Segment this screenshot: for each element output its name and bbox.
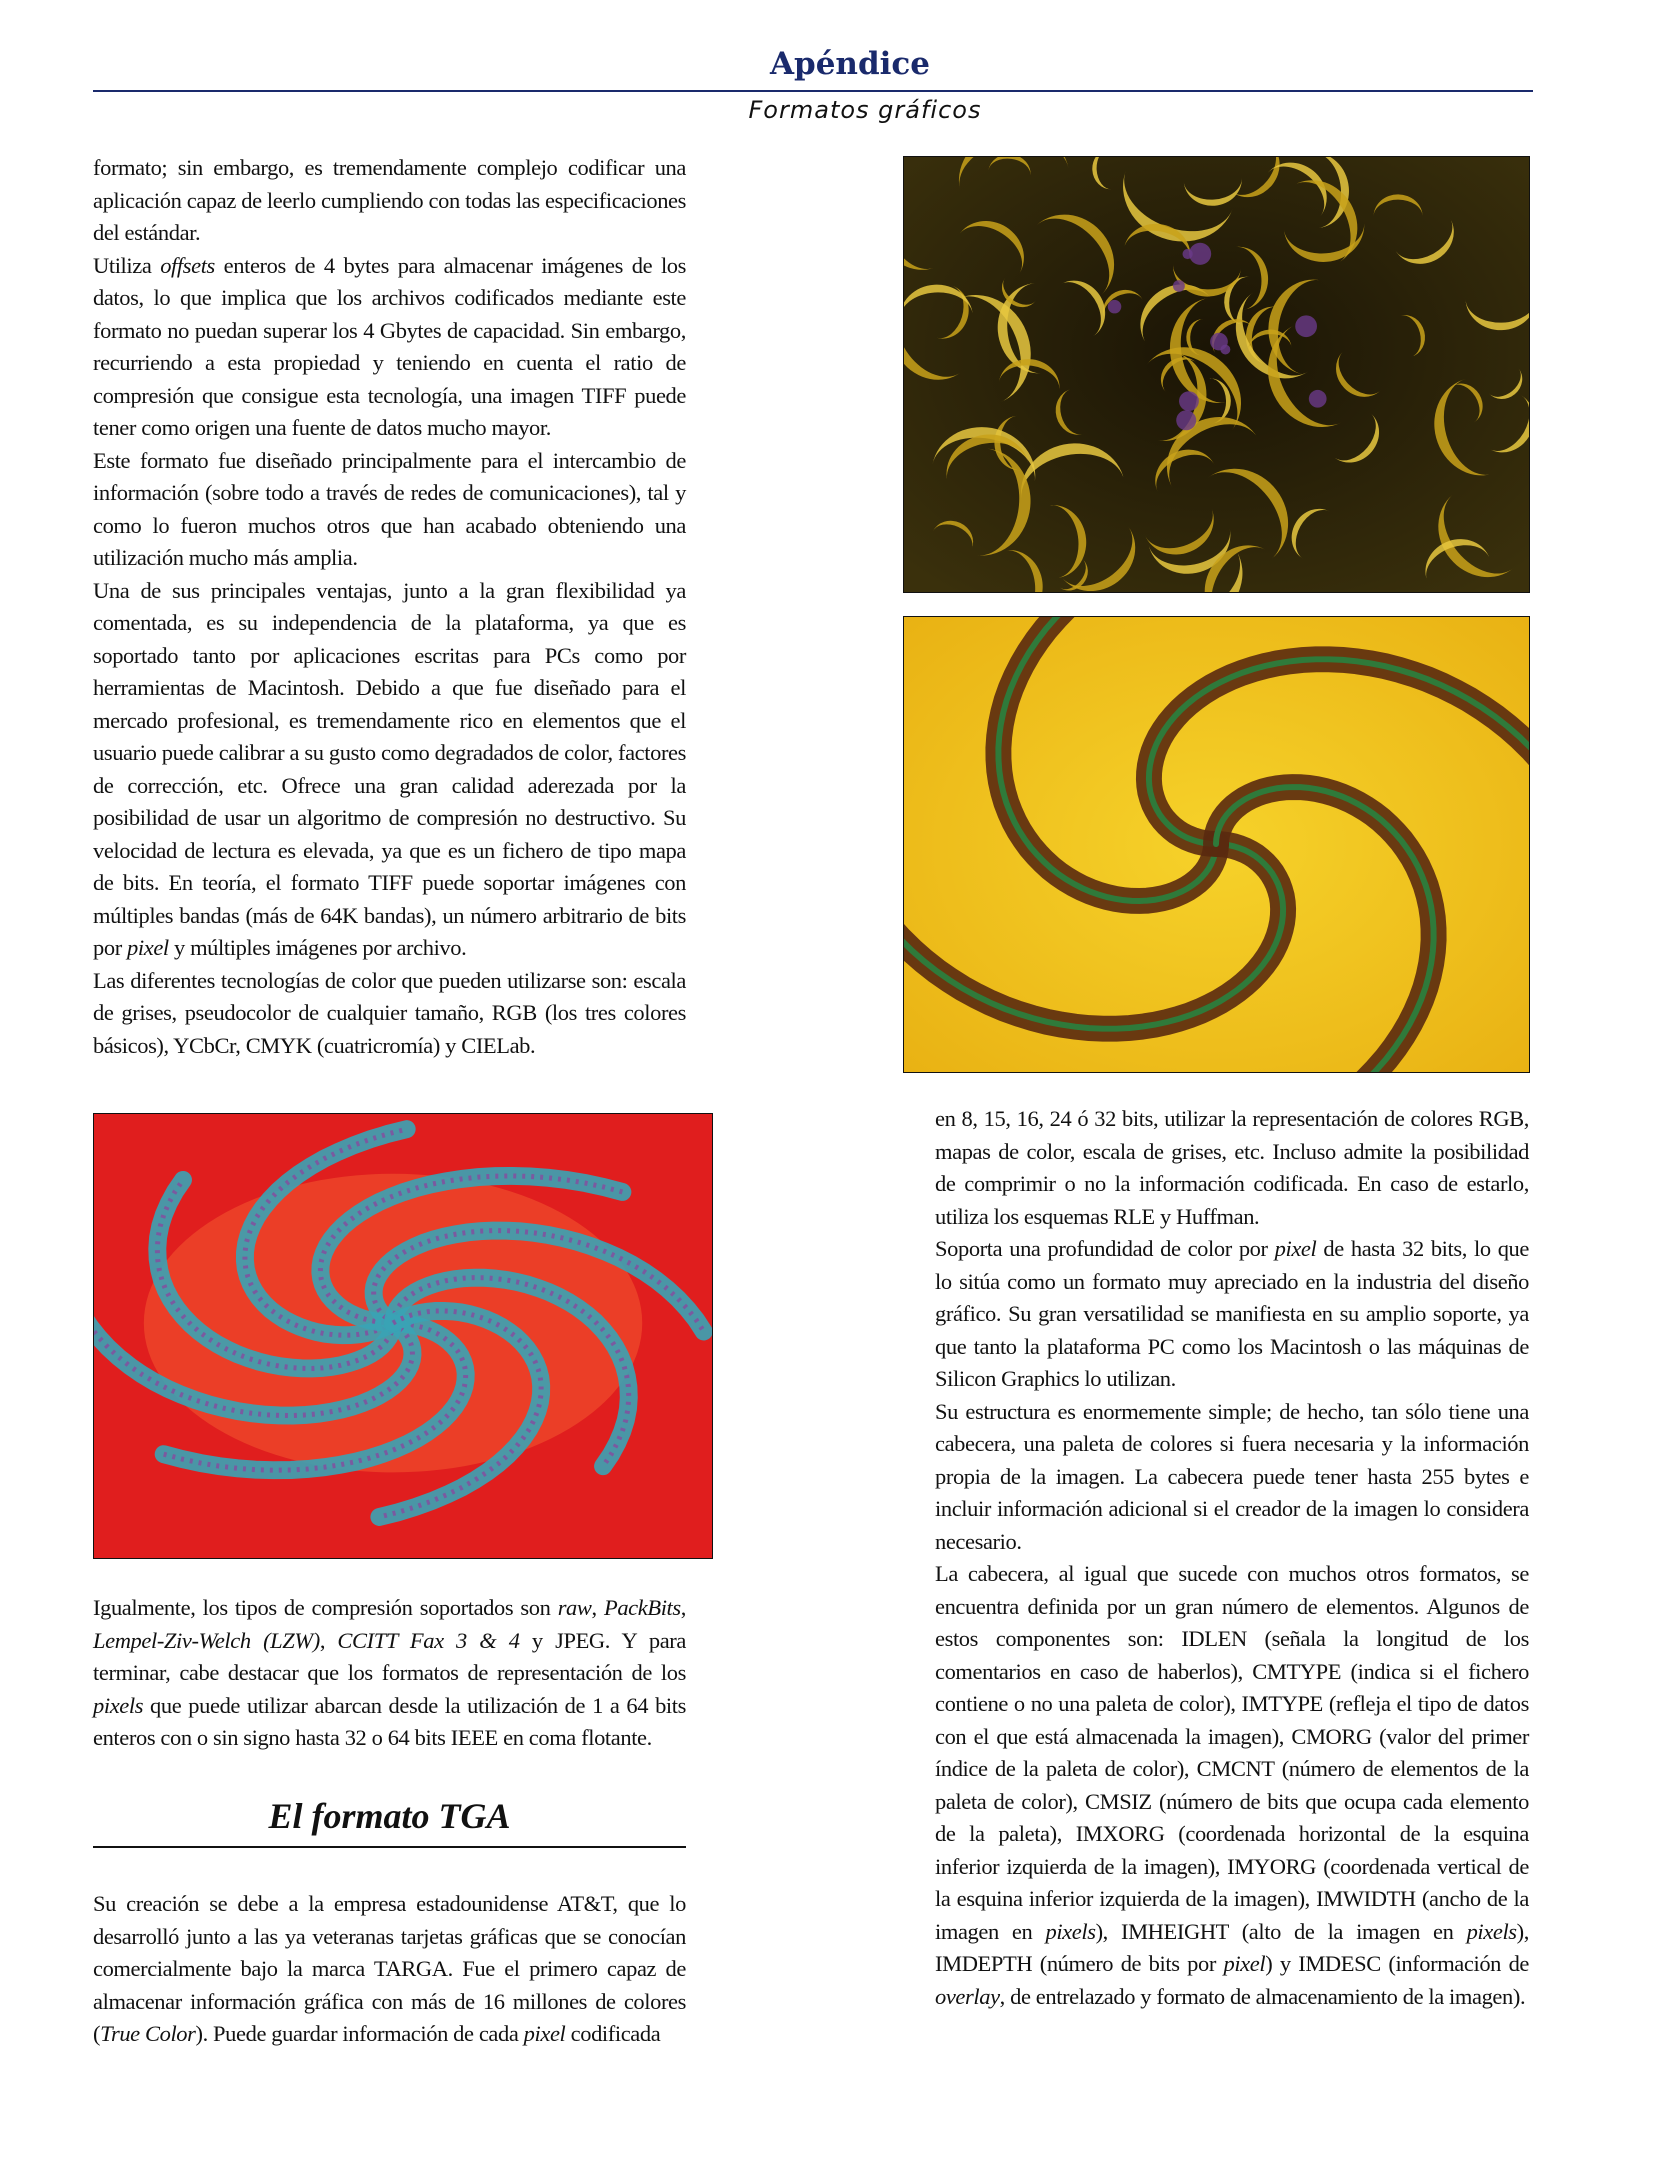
paragraph: Igualmente, los tipos de compresión soportados son raw, PackBits, Lempel-Ziv-Welch (LZW), CCITT Fax 3 & 4 y JPEG. Y para terminar, cabe destacar que los formatos de representación de los pixels que puede utilizar abarcan desde la utilización de 1 a 64 bits enteros con o sin signo hasta 32 o 64 bits IEEE en coma flotante.	[93, 1595, 686, 1750]
paragraph: Soporta una profundidad de color por pixel de hasta 32 bits, lo que lo sitúa como un formato muy apreciado en la industria del diseño gráfico. Su gran versatilidad se manifiesta en su amplio soporte, ya que tanto la plataforma PC como los Macintosh o las máquinas de Silicon Graphics lo utilizan.	[935, 1236, 1529, 1391]
right-column-text	[935, 1103, 1529, 2013]
gold-fractal-svg	[904, 157, 1529, 592]
violet-speck	[1295, 315, 1317, 337]
paragraph: Su estructura es enormemente simple; de hecho, tan sólo tiene una cabecera, una paleta de colores si fuera necesaria y la información propia de la imagen. La cabecera puede tener hasta 255 bytes e incluir información adicional si el creador de la imagen lo considera necesario.	[935, 1398, 1529, 1554]
left-column-text-continued	[93, 1592, 686, 1755]
violet-speck	[1173, 280, 1185, 292]
paragraph: La cabecera, al igual que sucede con muchos otros formatos, se encuentra definida por un gran número de elementos. Algunos de estos componentes son: IDLEN (señala la longitud de los comentarios en caso de haberlos), CMTYPE (indica si el fichero contiene o no una paleta de color), IMTYPE (refleja el tipo de datos con el que está almacenada la imagen), CMORG (valor del primer índice de la paleta de color), CMCNT (número de elementos de la paleta de color), CMSIZ (número de bits que ocupa cada elemento de la paleta), IMXORG (coordenada horizontal de la esquina inferior izquierda de la imagen), IMYORG (coordenada vertical de la esquina inferior izquierda de la imagen), IMWIDTH (ancho de la imagen en pixels), IMHEIGHT (alto de la imagen en pixels), IMDEPTH (número de bits por pixel) y IMDESC (información de overlay, de entrelazado y formato de almacenamiento de la imagen).	[935, 1561, 1530, 2009]
violet-speck	[1108, 300, 1122, 313]
violet-speck	[1176, 410, 1196, 430]
red-fractal-svg	[94, 1114, 712, 1558]
violet-speck	[1210, 333, 1228, 351]
header-rule	[93, 90, 1533, 92]
tga-intro-text	[93, 1888, 686, 2051]
paragraph: Las diferentes tecnologías de color que pueden utilizarse son: escala de grises, pseudocolor de cualquier tamaño, RGB (los tres colores básicos), YCbCr, CMYK (cuatricromía) y CIELab.	[93, 967, 686, 1058]
page-subtitle: Formatos gráficos	[748, 96, 982, 124]
page-title: Apéndice	[769, 46, 931, 82]
red-fractal-image	[93, 1113, 713, 1559]
violet-speck	[1179, 391, 1199, 411]
violet-speck	[1309, 390, 1327, 408]
section-heading-rule	[93, 1846, 686, 1848]
paragraph: Su creación se debe a la empresa estadounidense AT&T, que lo desarrolló junto a las ya veteranas tarjetas gráficas que se conocían comercialmente bajo la marca TARGA. Fue el primero capaz de almacenar información gráfica con más de 16 millones de colores (True Color). Puede guardar información de cada pixel codificada	[93, 1891, 686, 2046]
gold-fractal-image	[903, 156, 1530, 593]
yellow-fractal-image	[903, 616, 1530, 1073]
paragraph: Este formato fue diseñado principalmente para el intercambio de información (sobre todo a través de redes de comunicaciones), tal y como lo fueron muchos otros que han acabado obteniendo una utilización mucho más amplia.	[93, 447, 686, 570]
paragraph: formato; sin embargo, es tremendamente complejo codificar una aplicación capaz de leerlo cumpliendo con todas las especificaciones del estándar.	[93, 155, 686, 245]
left-column-text	[93, 152, 686, 1062]
paragraph: Una de sus principales ventajas, junto a la gran flexibilidad ya comentada, es su independencia de la plataforma, ya que es soportado tanto por aplicaciones escritas para PCs como por herramientas de Macintosh. Debido a que fue diseñado para el mercado profesional, es tremendamente rico en elementos que el usuario puede calibrar a su gusto como degradados de color, factores de corrección, etc. Ofrece una gran calidad aderezada por la posibilidad de usar un algoritmo de compresión no destructivo. Su velocidad de lectura es elevada, ya que es un fichero de tipo mapa de bits. En teoría, el formato TIFF puede soportar imágenes con múltiples bandas (más de 64K bandas), un número arbitrario de bits por pixel y múltiples imágenes por archivo.	[93, 577, 686, 960]
paragraph: en 8, 15, 16, 24 ó 32 bits, utilizar la representación de colores RGB, mapas de color, escala de grises, etc. Incluso admite la posibilidad de comprimir o no la información codificada. En caso de estarlo, utiliza los esquemas RLE y Huffman.	[935, 1106, 1529, 1229]
violet-speck	[1189, 243, 1211, 265]
paragraph: Utiliza offsets enteros de 4 bytes para almacenar imágenes de los datos, lo que implica que los archivos codificados mediante este formato no puedan superar los 4 Gbytes de capacidad. Sin embargo, recurriendo a esta propiedad y teniendo en cuenta el ratio de compresión que consigue esta tecnología, una imagen TIFF puede tener como origen una fuente de datos mucho mayor.	[93, 252, 686, 440]
section-heading: El formato TGA	[268, 1796, 511, 1836]
yellow-fractal-svg	[904, 617, 1529, 1072]
